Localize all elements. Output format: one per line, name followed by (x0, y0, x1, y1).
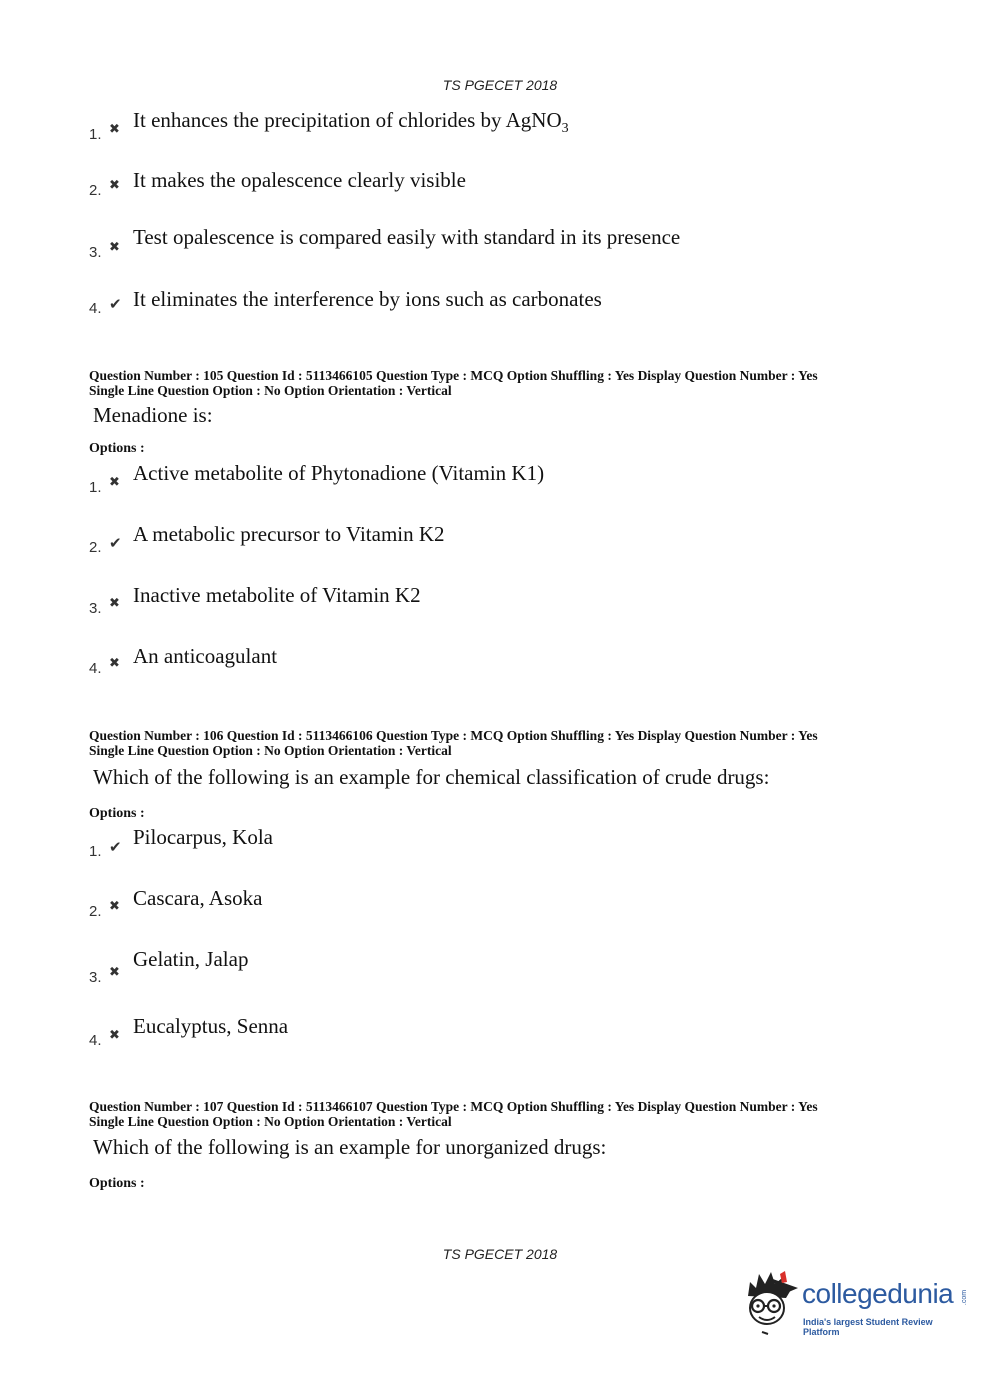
correct-mark-icon: ✔ (109, 838, 122, 856)
option-number: 1. (89, 126, 102, 143)
metadata-line-1: Question Number : 105 Question Id : 5113466105 Question Type : MCQ Option Shuffling : Yes Display Question Number : Yes (89, 368, 818, 383)
metadata-line-2: Single Line Question Option : No Option Orientation : Vertical (89, 1114, 452, 1129)
mascot-icon (740, 1268, 802, 1340)
option-text: It enhances the precipitation of chlorides by AgNO$_3$ (133, 108, 569, 137)
option-number: 2. (89, 903, 102, 920)
wrong-mark-icon: ✖ (109, 656, 120, 671)
wrong-mark-icon: ✖ (109, 1028, 120, 1043)
option-text: It eliminates the interference by ions such as carbonates (133, 287, 602, 311)
wrong-mark-icon: ✖ (109, 178, 120, 193)
option-text: It makes the opalescence clearly visible (133, 168, 466, 192)
option-text: Cascara, Asoka (133, 886, 263, 910)
metadata-line-2: Single Line Question Option : No Option Orientation : Vertical (89, 743, 452, 758)
q106-metadata (89, 728, 909, 758)
q106-options-label: Options : (89, 806, 145, 821)
page-header: TS PGECET 2018 (442, 77, 558, 93)
q106-question-text: Which of the following is an example for chemical classification of crude drugs: (93, 765, 770, 789)
option-number: 4. (89, 1032, 102, 1049)
q105-question-text: Menadione is: (93, 403, 213, 427)
option-text: An anticoagulant (133, 644, 278, 668)
option-text: Inactive metabolite of Vitamin K2 (133, 583, 421, 607)
metadata-line-1: Question Number : 107 Question Id : 5113466107 Question Type : MCQ Option Shuffling : Yes Display Question Number : Yes (89, 1099, 818, 1114)
logo-domain-suffix: .com (961, 1289, 969, 1306)
wrong-mark-icon: ✖ (109, 240, 120, 255)
option-text: Gelatin, Jalap (133, 947, 249, 971)
correct-mark-icon: ✔ (109, 295, 122, 313)
metadata-line-2: Single Line Question Option : No Option Orientation : Vertical (89, 383, 452, 398)
correct-mark-icon: ✔ (109, 534, 122, 552)
logo-tagline: India's largest Student Review Platform (803, 1317, 933, 1337)
option-text: Active metabolite of Phytonadione (Vitamin K1) (133, 461, 545, 485)
option-number: 1. (89, 843, 102, 860)
page-footer: TS PGECET 2018 (442, 1246, 558, 1262)
option-number: 1. (89, 479, 102, 496)
option-text: A metabolic precursor to Vitamin K2 (133, 522, 445, 546)
wrong-mark-icon: ✖ (109, 899, 120, 914)
q107-options-label: Options : (89, 1176, 145, 1191)
collegedunia-logo (740, 1268, 970, 1340)
wrong-mark-icon: ✖ (109, 596, 120, 611)
option-number: 2. (89, 539, 102, 556)
option-number: 3. (89, 244, 102, 261)
option-number: 4. (89, 300, 102, 317)
option-number: 2. (89, 182, 102, 199)
metadata-line-1: Question Number : 106 Question Id : 5113466106 Question Type : MCQ Option Shuffling : Yes Display Question Number : Yes (89, 728, 818, 743)
q107-metadata (89, 1099, 909, 1129)
option-number: 3. (89, 969, 102, 986)
option-text: Pilocarpus, Kola (133, 825, 273, 849)
option-number: 4. (89, 660, 102, 677)
wrong-mark-icon: ✖ (109, 965, 120, 980)
option-text: Eucalyptus, Senna (133, 1014, 289, 1038)
wrong-mark-icon: ✖ (109, 475, 120, 490)
wrong-mark-icon: ✖ (109, 122, 120, 137)
option-number: 3. (89, 600, 102, 617)
logo-brand-name: collegedunia (802, 1278, 954, 1309)
q107-question-text: Which of the following is an example for unorganized drugs: (93, 1135, 607, 1159)
option-text: Test opalescence is compared easily with standard in its presence (133, 225, 681, 249)
q105-metadata (89, 368, 909, 398)
q105-options-label: Options : (89, 441, 145, 456)
